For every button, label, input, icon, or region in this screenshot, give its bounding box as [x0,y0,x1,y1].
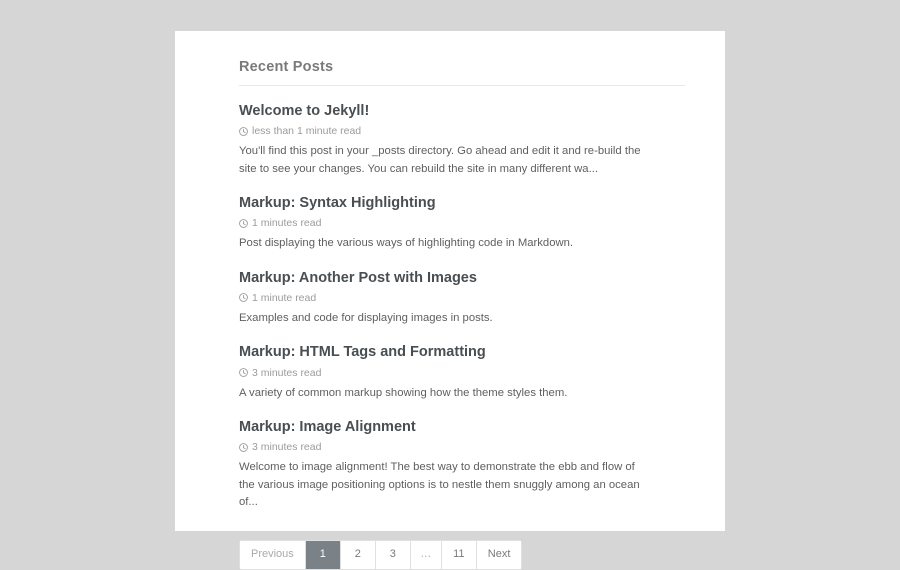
pagination-page-3[interactable]: 3 [376,541,411,569]
post-meta [239,367,685,379]
list-item [239,178,685,253]
pagination-next[interactable]: Next [477,541,522,569]
clock-icon [239,127,248,136]
pagination-previous[interactable]: Previous [240,541,306,569]
post-meta [239,217,685,229]
clock-icon [239,368,248,377]
post-title-link[interactable]: Welcome to Jekyll! [239,103,370,119]
post-excerpt: You'll find this post in your _posts directory. Go ahead and edit it and re-build the site to see your changes. You can rebuild the site in many different wa... [239,145,641,175]
post-excerpt: Post displaying the various ways of highlighting code in Markdown. [239,237,574,250]
pagination-page-11[interactable]: 11 [442,541,477,569]
post-read-time: 3 minutes read [252,366,322,379]
list-item [239,327,685,402]
post-title-link[interactable]: Markup: Image Alignment [239,419,416,435]
list-item [239,86,685,178]
pagination-page-2[interactable]: 2 [341,541,376,569]
post-excerpt: Welcome to image alignment! The best way to demonstrate the ebb and flow of the various image positioning options is to nestle them snuggly among an ocean of... [239,461,640,509]
list-item [239,253,685,328]
post-title-link[interactable]: Markup: HTML Tags and Formatting [239,344,486,361]
post-title-link[interactable]: Markup: Syntax Highlighting [239,195,436,212]
post-read-time: less than 1 minute read [252,125,362,138]
post-meta [239,125,685,137]
post-read-time: 3 minutes read [252,441,322,454]
clock-icon [239,293,248,302]
post-read-time: 1 minute read [252,291,317,304]
clock-icon [239,443,248,452]
post-excerpt: A variety of common markup showing how the theme styles them. [239,386,568,399]
post-title-link[interactable]: Markup: Another Post with Images [239,269,477,286]
pagination-page-1[interactable]: 1 [306,541,341,569]
post-meta [239,292,685,304]
pagination-ellipsis: … [411,541,442,569]
post-meta [239,441,685,453]
post-excerpt: Examples and code for displaying images in posts. [239,311,493,324]
post-read-time: 1 minutes read [252,217,322,230]
clock-icon [239,219,248,228]
pagination [239,540,522,570]
list-item [239,402,685,512]
page-title: Recent Posts [239,59,334,75]
content-card [175,31,725,560]
